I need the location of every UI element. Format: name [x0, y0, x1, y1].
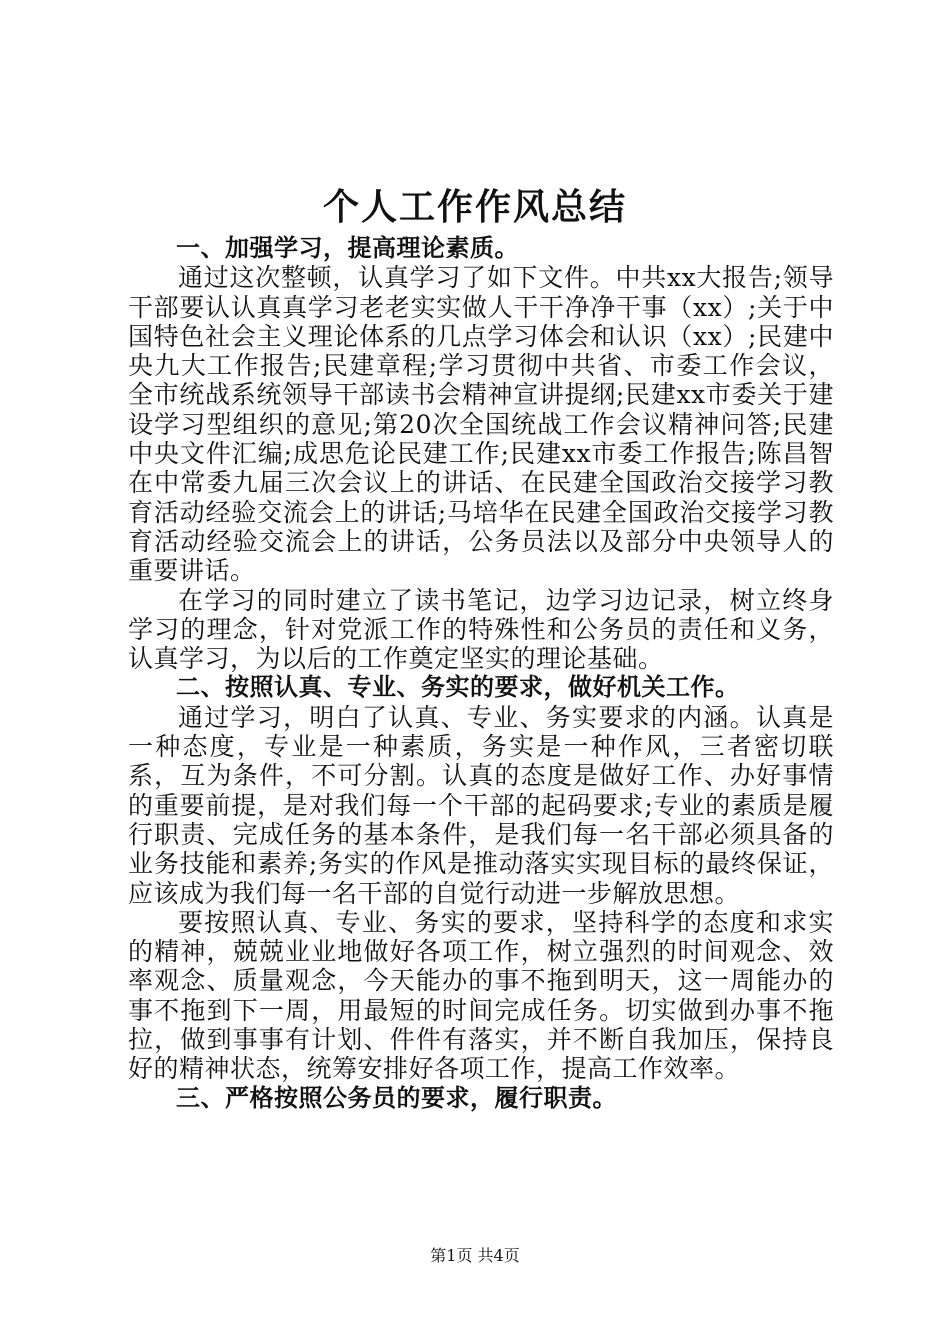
section-heading-3: 三、严格按照公务员的要求，履行职责。: [176, 1083, 617, 1112]
document-title: 个人工作作风总结: [322, 186, 627, 228]
section-heading-2: 二、按照认真、专业、务实的要求，做好机关工作。: [176, 673, 740, 702]
document-body: [128, 234, 834, 1113]
section-heading-1: 一、加强学习，提高理论素质。: [176, 234, 519, 262]
body-paragraph: 要按照认真、专业、务实的要求，坚持科学的态度和求实的精神，兢兢业业地做好各项工作，树立强烈的时间观念、效率观念、质量观念，今天能办的事不拖到明天，这一周能办的事不拖到下一周，用最短的时间完成任务。切实做到办事不拖拉，做到事事有计划、件件有落实，并不断自我加压，保持良好的精神状态，统筹安排好各项工作，提高工作效率。: [128, 907, 834, 1084]
body-paragraph: 通过这次整顿，认真学习了如下文件。中共xx大报告;领导干部要认认真真学习老老实实做人干干净净干事（xx）;关于中国特色社会主义理论体系的几点学习体会和认识（xx）;民建中央九大工作报告;民建章程;学习贯彻中共省、市委工作会议，全市统战系统领导干部读书会精神宣讲提纲;民建xx市委关于建设学习型组织的意见;第20次全国统战工作会议精神问答;民建中央文件汇编;成思危论民建工作;民建xx市委工作报告;陈昌智在中常委九届三次会议上的讲话、在民建全国政治交接学习教育活动经验交流会上的讲话;马培华在民建全国政治交接学习教育活动经验交流会上的讲话，公务员法以及部分中央领导人的重要讲话。: [128, 263, 834, 586]
body-paragraph: 通过学习，明白了认真、专业、务实要求的内涵。认真是一种态度，专业是一种素质，务实是一种作风，三者密切联系，互为条件，不可分割。认真的态度是做好工作、办好事情的重要前提，是对我们每一个干部的起码要求;专业的素质是履行职责、完成任务的基本条件，是我们每一名干部必须具备的业务技能和素养;务实的作风是推动落实实现目标的最终保证，应该成为我们每一名干部的自觉行动进一步解放思想。: [128, 702, 834, 908]
page-number-footer: 第1页 共4页: [430, 1246, 520, 1265]
body-paragraph: 在学习的同时建立了读书笔记，边学习边记录，树立终身学习的理念，针对党派工作的特殊性和公务员的责任和义务，认真学习，为以后的工作奠定坚实的理论基础。: [128, 585, 834, 674]
